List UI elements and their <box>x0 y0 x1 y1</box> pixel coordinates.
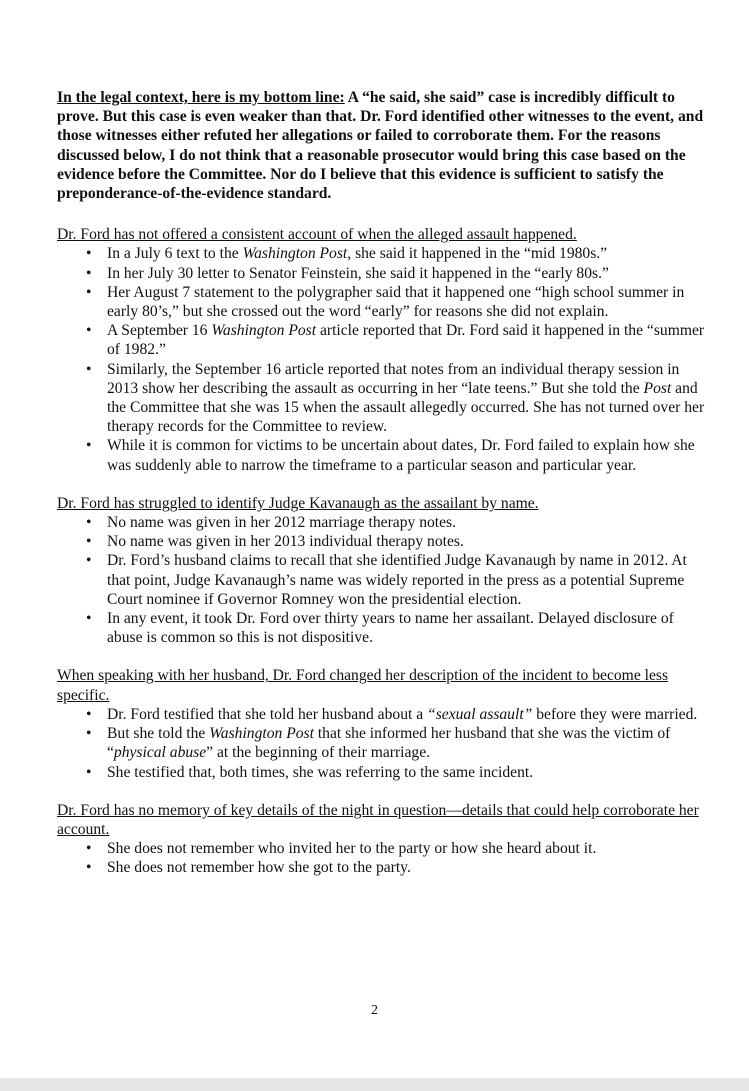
section <box>57 801 705 878</box>
section-heading: When speaking with her husband, Dr. Ford changed her description of the incident to become less specific. <box>57 667 669 704</box>
bullet-text: and the Committee that she was 15 when the assault allegedly occurred. She has not turned over her therapy records for the Committee to review. <box>107 379 705 436</box>
section <box>57 494 705 648</box>
bullet-item <box>57 763 705 782</box>
italic-text: Washington Post <box>209 725 314 743</box>
bullet-text: ” at the beginning of their marriage. <box>206 744 431 762</box>
italic-text: Post <box>643 379 672 397</box>
bullet-text: Dr. Ford testified that she told her husband about a <box>107 705 428 723</box>
bullet-text: Similarly, the September 16 article reported that notes from an individual therapy session in 2013 show her describing the assault as occurring in her “late teens.” But she told the <box>107 360 680 397</box>
bullet-item <box>57 436 705 474</box>
bottom-line-paragraph <box>57 88 705 203</box>
bullet-item <box>57 264 705 283</box>
bottom-line-lead: In the legal context, here is my bottom line: <box>57 89 345 106</box>
italic-text: Washington Post <box>211 322 317 340</box>
italic-text: physical abuse <box>113 744 207 762</box>
bullet-item <box>57 839 705 858</box>
bullet-text: But she told the <box>107 725 210 743</box>
italic-text: “sexual assault” <box>427 705 533 723</box>
bullet-list <box>57 839 705 877</box>
bullet-item <box>57 551 705 609</box>
section <box>57 225 705 475</box>
bullet-item <box>57 724 705 762</box>
bullet-text: In any event, it took Dr. Ford over thirty years to name her assailant. Delayed disclosure of abuse is common so this is not dispositive. <box>107 610 674 647</box>
bullet-text: She does not remember how she got to the party. <box>107 859 411 877</box>
bullet-list <box>57 705 705 782</box>
bullet-list <box>57 244 705 474</box>
bullet-item <box>57 513 705 532</box>
bullet-text: Dr. Ford’s husband claims to recall that she identified Judge Kavanaugh by name in 2012. At that point, Judge Kavanaugh’s name was widely reported in the press as a potential Supreme Court nominee if Governor Romney won the presidential election. <box>107 552 687 608</box>
section <box>57 666 705 781</box>
bullet-item <box>57 360 705 437</box>
sections-container <box>57 225 705 877</box>
bullet-text: She does not remember who invited her to the party or how she heard about it. <box>107 840 597 858</box>
section-heading: Dr. Ford has no memory of key details of the night in question—details that could help corroborate her account. <box>57 801 699 838</box>
bullet-text: Her August 7 statement to the polygrapher said that it happened one “high school summer in early 80’s,” but she crossed out the word “early” for reasons she did not explain. <box>107 283 685 321</box>
bullet-item <box>57 858 705 877</box>
bullet-text: In her July 30 letter to Senator Feinstein, she said it happened in the “early 80s.” <box>107 264 609 282</box>
page-content <box>57 88 705 897</box>
bullet-text: No name was given in her 2013 individual therapy notes. <box>107 533 464 551</box>
bullet-text: , she said it happened in the “mid 1980s.” <box>347 245 608 263</box>
bullet-text: before they were married. <box>532 705 698 723</box>
bottom-line-text: A “he said, she said” case is incredibly difficult to prove. But this case is even weaker than that. Dr. Ford identified other witnesses to the event, and those witnesses either refuted her allegations or failed to corroborate them. For the reasons discussed below, I do not think that a reasonable prosecutor would bring this case based on the evidence before the Committee. Nor do I believe that this evidence is sufficient to satisfy the preponderance-of-the-evidence standard. <box>57 89 704 203</box>
page-number: 2 <box>371 1003 378 1018</box>
bullet-text: In a July 6 text to the <box>107 245 243 263</box>
bullet-item <box>57 283 705 321</box>
bullet-text: article reported that Dr. Ford said it happened in the “summer of 1982.” <box>107 322 705 359</box>
bullet-text: that she informed her husband that she was the victim of “ <box>107 725 671 762</box>
section-heading: Dr. Ford has struggled to identify Judge Kavanaugh as the assailant by name. <box>57 494 539 512</box>
bullet-item <box>57 609 705 647</box>
bullet-item <box>57 705 705 724</box>
bullet-item <box>57 532 705 551</box>
section-heading: Dr. Ford has not offered a consistent account of when the alleged assault happened. <box>57 226 577 244</box>
bullet-text: No name was given in her 2012 marriage therapy notes. <box>107 514 457 532</box>
bullet-text: A September 16 <box>107 322 212 340</box>
bullet-text: She testified that, both times, she was referring to the same incident. <box>107 763 534 781</box>
italic-text: Washington Post <box>242 245 348 263</box>
bullet-item <box>57 244 705 263</box>
viewer-bottom-edge <box>0 1078 749 1091</box>
bullet-list <box>57 513 705 647</box>
bullet-item <box>57 321 705 359</box>
bullet-text: While it is common for victims to be uncertain about dates, Dr. Ford failed to explain how she was suddenly able to narrow the timeframe to a particular season and particular year. <box>107 437 695 474</box>
